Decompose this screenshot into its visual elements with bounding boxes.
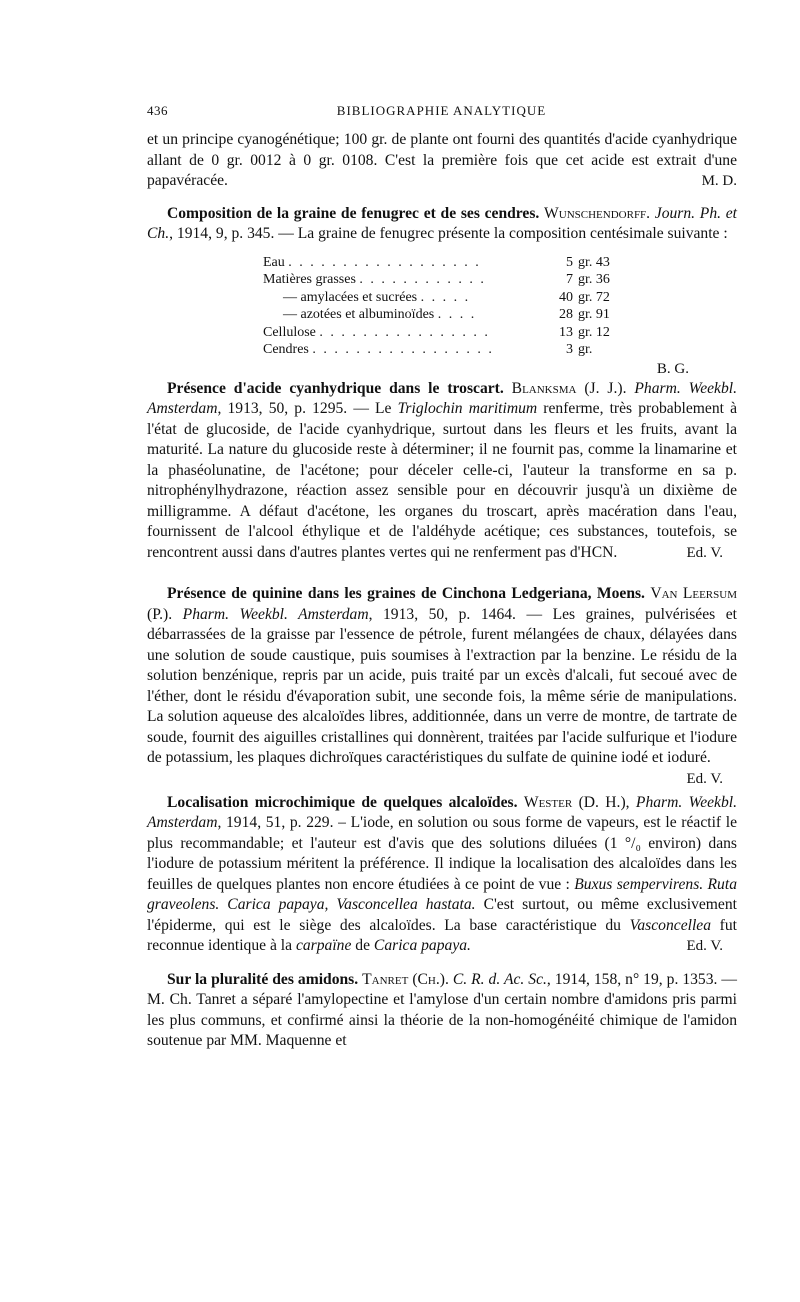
species-name: Triglochin maritimum [397, 400, 538, 417]
running-title: BIBLIOGRAPHIE ANALYTIQUE [336, 103, 547, 118]
article-fenugrec [147, 204, 737, 379]
composition-label: Matières grasses [263, 272, 356, 287]
article-signature: Ed. V. [686, 938, 723, 954]
article-body-cont2: de [355, 937, 371, 954]
leader-dots: . . . . [437, 307, 477, 322]
composition-label: — amylacées et sucrées [283, 289, 418, 305]
composition-unit: gr. 12 [578, 324, 610, 340]
compound-name: carpaïne [295, 937, 352, 954]
article-title: Localisation microchimique de quelques alcaloïdes. [167, 793, 518, 811]
intro-paragraph [147, 130, 737, 192]
article-author: Tanret (Ch.). [362, 970, 449, 988]
article-journal: Journ. Ph. et Ch. [147, 204, 737, 242]
article-signature: B. G. [656, 360, 689, 377]
composition-row [263, 289, 618, 307]
composition-row [263, 341, 618, 359]
composition-label: Cendres [263, 342, 309, 357]
article-title: Présence de quinine dans les graines de Cinchona Ledgeriana, Moens. [167, 585, 645, 602]
leader-dots: . . . . . . . . . . . . . . . . . . [288, 254, 481, 270]
species-name-2: Carica papaya. [373, 937, 471, 954]
composition-value: 13 [559, 324, 573, 340]
article-body-cont: fut reconnue identique à la [147, 916, 737, 954]
composition-label: Cellulose [263, 324, 316, 340]
article-body: C'est surtout, ou même exclusivement l'épiderme, qui est le siège des alcaloïdes. La base caractéristique du [147, 896, 737, 934]
article-citation: , 1914, 9, p. 345. — La graine de fenugrec présente la composition centésimale suivante : [169, 225, 728, 242]
composition-label-cell [263, 306, 553, 324]
leader-dots: . . . . . [420, 289, 471, 305]
composition-value: 3 [566, 342, 573, 357]
composition-unit: gr. 36 [578, 272, 610, 287]
composition-value: 28 [559, 307, 573, 322]
article-journal: Pharm. Weekbl. Amsterdam [147, 379, 737, 417]
article-citation: , 1914, 51, p. 229. – L'iode, en solution ou sous forme de vapeurs, est le réactif le plus recommandable; et l'auteur est d'avis que des solutions diluées (1 °/₀ environ) dans l'iodure de potassium méritent la préférence. Il indique la localisation des alcaloïdes dans les feuilles de quelques plantes non encore étudiées à ce point de vue : [147, 814, 737, 893]
composition-row [263, 306, 618, 324]
article-body: renferme, très probablement à l'état de glucoside, de l'acide cyanhydrique, surtout dans les fleurs et les fruits, avant la maturité. La nature du glucoside reste à déterminer; il ne fournit pas, comme la linamarine et la phaséolunatine, de l'acétone; pour déceler celle-ci, l'auteur la transforme en sa p. nitrophénylhydrazone, réaction assez sensible pour en découvrir jusqu'à un dixième de milligramme. A défaut d'acétone, les organes du troscart, après macération dans l'eau, fournissent de l'alcool éthylique et de l'aldéhyde acétique; ces substances, toutefois, se rencontrent aussi dans d'autres plantes vertes qui ne renferment pas d'HCN. [147, 400, 737, 561]
article-citation: , 1913, 50, p. 1295. — Le [217, 400, 392, 417]
article-citation: , 1913, 50, p. 1464. — Les graines, pulvérisées et débarrassées de la graisse par l'essence de pétrole, furent mélangées de chaux, délayées dans une solution de soude caustique, puis soumises à l'extraction par la benzine. Le résidu de la solution benzénique, repris par un acide, puis traité par un excès d'alcali, fut secoué avec de l'éther, dont le résidu d'évaporation subit, une seconde fois, la même série de manipulations. La solution aqueuse des alcaloïdes libres, additionnée, dans un verre de montre, de tartrate de soude, fournit des aiguilles cristallines qui donnèrent, traitées par l'acide sulfurique et l'iodure de potassium, les plaques dichroïques caractéristiques du sulfate de quinine iodé et ioduré. [147, 605, 737, 766]
article-journal: Pharm. Weekbl. Amsterdam [147, 793, 737, 831]
article-troscart [147, 379, 737, 564]
composition-label-cell [263, 254, 553, 272]
composition-unit: gr. 72 [578, 289, 610, 305]
article-title: Composition de la graine de fenugrec et de ses cendres. [167, 204, 540, 222]
article-journal: C. R. d. Ac. Sc. [452, 970, 547, 988]
article-author: Blanksma (J. J.). [511, 379, 627, 397]
composition-value: 5 [566, 254, 573, 270]
article-citation: , 1914, 158, n° 19, p. 1353. — M. Ch. Tanret a séparé l'amylopectine et l'amylose d'un certain nombre d'amidons pris parmi les plus communs, et confirmé ainsi la théorie de la non-homogénéité chimique de l'amidon soutenue par MM. Maquenne et [147, 970, 738, 1049]
article-title: Présence d'acide cyanhydrique dans le troscart. [167, 379, 504, 397]
composition-label-cell [263, 289, 553, 307]
composition-table [263, 254, 618, 359]
article-alcaloides [147, 793, 737, 957]
article-author: Wunschendorff. [544, 204, 651, 222]
composition-label-cell [263, 341, 553, 359]
article-amidons [147, 970, 737, 1052]
composition-row [263, 324, 618, 342]
composition-row [263, 271, 618, 289]
composition-row [263, 254, 618, 272]
page [147, 103, 737, 1052]
species-list: Buxus sempervirens. Ruta graveolens. Carica papaya, Vasconcellea hastata. [147, 875, 737, 913]
composition-label: — azotées et albuminoïdes [283, 307, 435, 322]
intro-signature: M. D. [701, 173, 737, 189]
article-signature: Ed. V. [686, 770, 723, 787]
leader-dots: . . . . . . . . . . . . . . . . [319, 324, 490, 340]
composition-label: Eau [263, 254, 285, 270]
composition-value: 7 [566, 272, 573, 287]
composition-value: 40 [559, 289, 573, 305]
leader-dots: . . . . . . . . . . . . [359, 272, 486, 287]
species-name: Vasconcellea [629, 916, 711, 934]
article-signature: Ed. V. [686, 544, 723, 561]
page-number: 436 [147, 103, 168, 118]
composition-unit: gr. 91 [578, 307, 610, 322]
intro-text: et un principe cyanogénétique; 100 gr. de plante ont fourni des quantités d'acide cyanhydrique allant de 0 gr. 0012 à 0 gr. 0108. C'est la première fois que cet acide est extrait d'une papavéracée. [147, 131, 737, 189]
article-title: Sur la pluralité des amidons. [167, 970, 359, 988]
article-author: Wester (D. H.), [523, 793, 630, 811]
composition-label-cell [263, 324, 553, 342]
article-journal: Pharm. Weekbl. Amsterdam [182, 605, 369, 623]
composition-unit: gr. 43 [578, 254, 610, 270]
running-header [147, 103, 737, 119]
composition-unit: gr. [578, 342, 593, 357]
article-author: Van Leersum (P.). [147, 585, 737, 623]
composition-label-cell [263, 271, 553, 289]
leader-dots: . . . . . . . . . . . . . . . . . [312, 342, 494, 357]
article-quinine [147, 584, 737, 789]
